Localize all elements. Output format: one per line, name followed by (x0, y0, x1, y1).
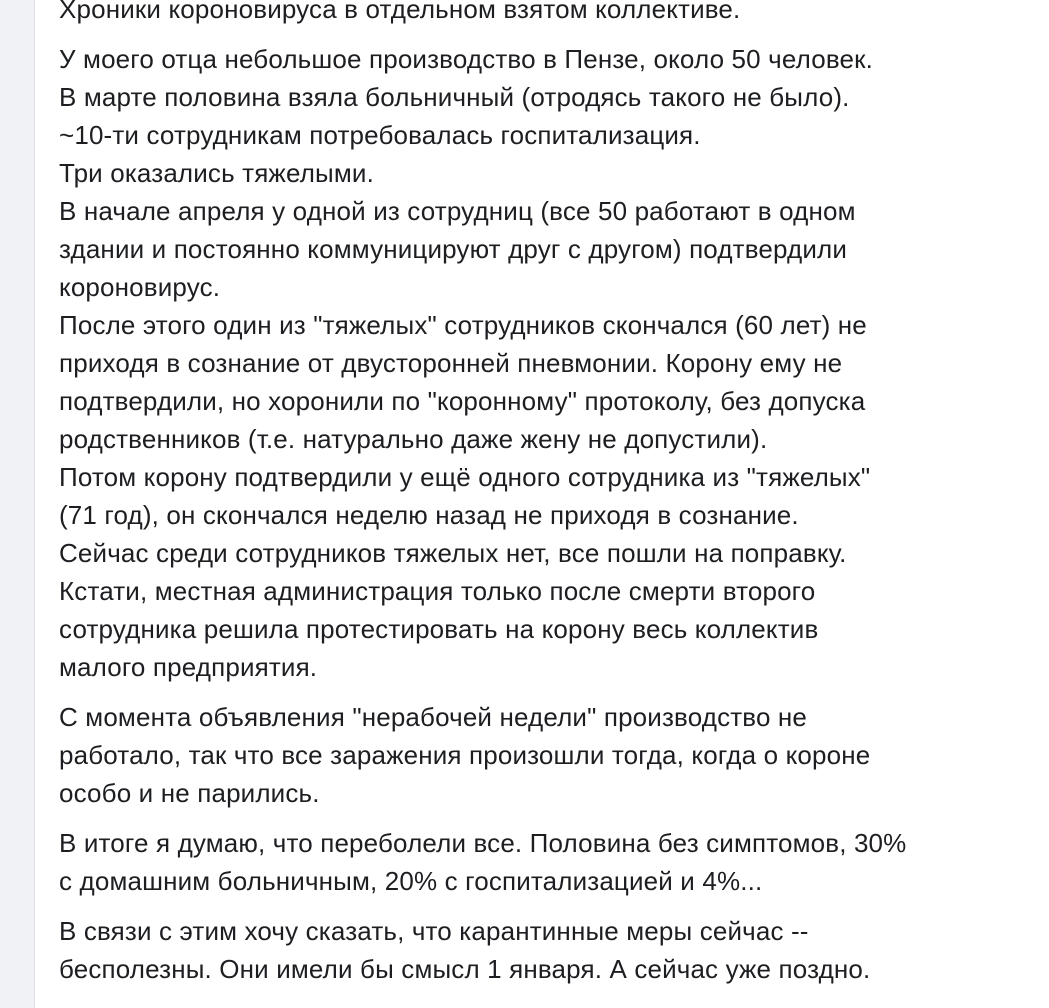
post-card (34, 0, 1049, 1008)
post-paragraph-story: У моего отца небольшое производство в Пензе, около 50 человек. В марте половина взяла больничный (отродясь такого не было). ~10-ти сотрудникам потребовалась госпитализация. Три оказались тяжелыми. В начале апреля у одной из сотрудниц (все 50 работают в одном здании и постоянно коммуницируют друг с другом) подтвердили короновирус. После этого один из "тяжелых" сотрудников скончался (60 лет) не приходя в сознание от двусторонней пневмонии. Корону ему не подтвердили, но хоронили по "коронному" протоколу, без допуска родственников (т.е. натурально даже жену не допустили). Потом корону подтвердили у ещё одного сотрудника из "тяжелых" (71 год), он скончался неделю назад не приходя в сознание. Сейчас среди сотрудников тяжелых нет, все пошли на поправку. Кстати, местная администрация только после смерти второго сотрудника решила протестировать на корону весь коллектив малого предприятия. (59, 44, 873, 682)
post-paragraph-summary: В итоге я думаю, что переболели все. Половина без симптомов, 30% с домашним больничным, 20% с госпитализацией и 4%... (59, 828, 907, 896)
post-paragraph-conclusion: В связи с этим хочу сказать, что карантинные меры сейчас -- бесполезны. Они имели бы смысл 1 января. А сейчас уже поздно. (59, 916, 871, 984)
post-paragraph-intro: Хроники короновируса в отдельном взятом коллективе. (59, 0, 741, 24)
post-body (59, 0, 1034, 1000)
post-paragraph-context: С момента объявления "нерабочей недели" производство не работало, так что все заражения произошли тогда, когда о короне особо и не парились. (59, 702, 871, 808)
